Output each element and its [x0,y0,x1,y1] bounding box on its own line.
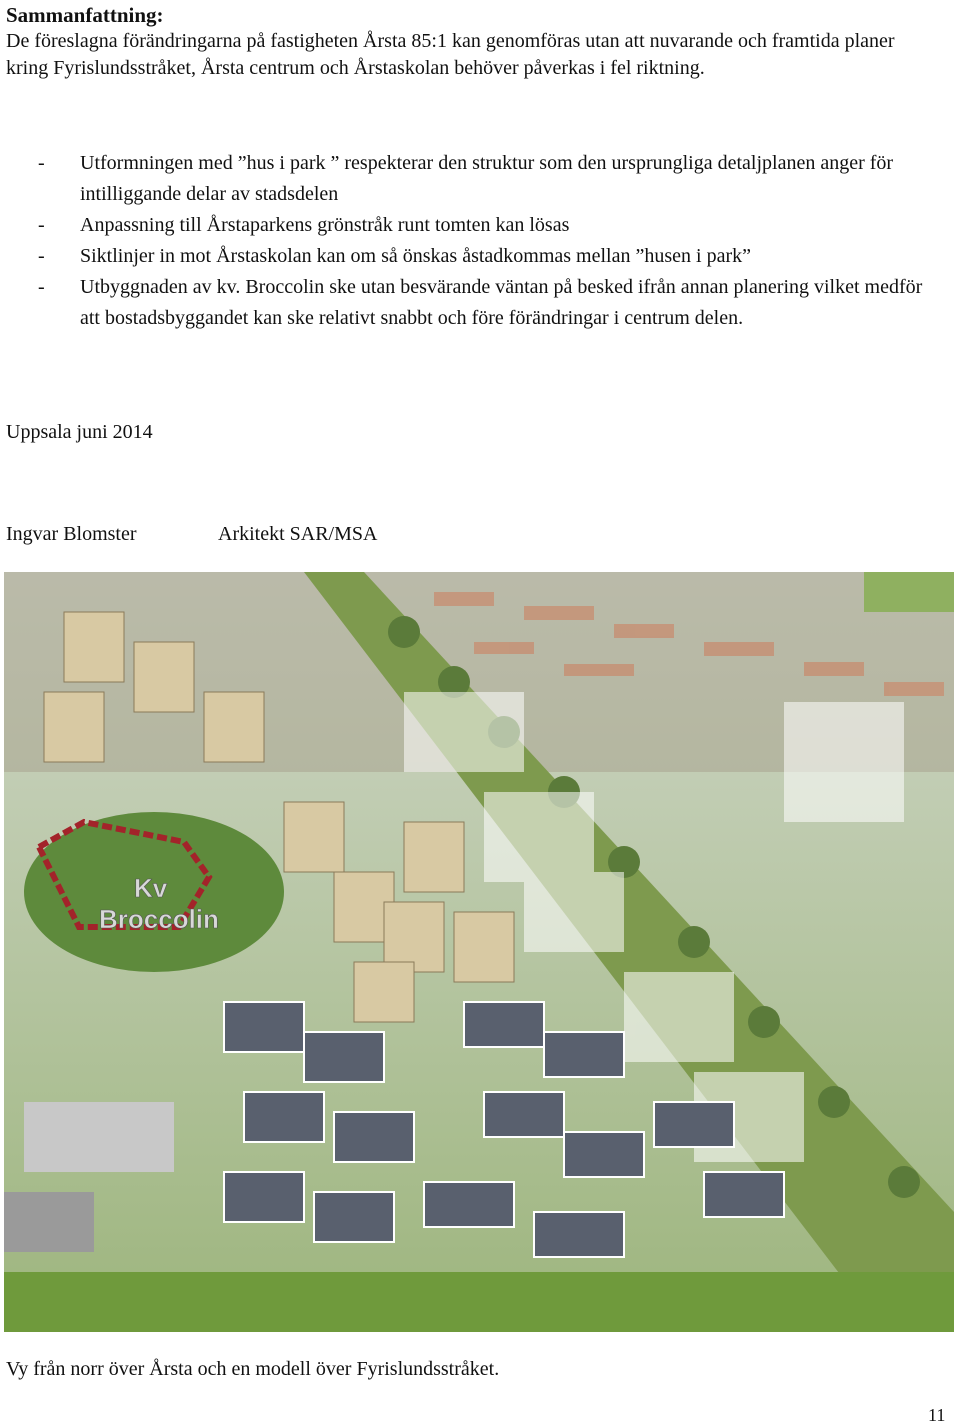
bullet-marker: - [38,245,45,267]
bullet-marker: - [38,214,45,236]
bullet-text: Siktlinjer in mot Årstaskolan kan om så önskas åstadkommas mellan ”husen i park” [80,245,751,267]
place-date: Uppsala juni 2014 [6,421,153,443]
bullet-item [36,210,936,241]
signer-title: Arkitekt SAR/MSA [218,523,378,545]
bullet-item [36,272,936,334]
plot-label-kv: Kv [134,873,168,903]
bullet-text: Anpassning till Årstaparkens grönstråk runt tomten kan lösas [80,214,570,236]
aerial-photo-illustration [4,572,954,1332]
bullet-item [36,241,936,272]
bullet-text: Utformningen med ”hus i park ” respekterar den struktur som den ursprungliga detaljplanen anger för intilliggande delar av stadsdelen [80,152,894,205]
bullet-item [36,148,936,210]
bullet-marker: - [38,152,45,174]
aerial-photo [4,572,954,1332]
signer-name: Ingvar Blomster [6,523,137,545]
photo-caption: Vy från norr över Årsta och en modell över Fyrislundsstråket. [6,1358,500,1380]
page-number: 11 [928,1405,946,1425]
bullet-marker: - [38,276,45,298]
bullet-text: Utbyggnaden av kv. Broccolin ske utan besvärande väntan på besked ifrån annan planering vilket medför att bostadsbyggandet kan ske relativt snabbt och före förändringar i centrum delen. [80,276,923,329]
summary-heading: Sammanfattning: [6,3,164,27]
plot-label-broccolin: Broccolin [99,904,219,934]
summary-paragraph: De föreslagna förändringarna på fastigheten Årsta 85:1 kan genomföras utan att nuvarande och framtida planer kring Fyrislundsstråket, Årsta centrum och Årstaskolan behöver påverkas i fel riktning. [6,30,895,79]
summary-bullet-list [36,148,936,334]
